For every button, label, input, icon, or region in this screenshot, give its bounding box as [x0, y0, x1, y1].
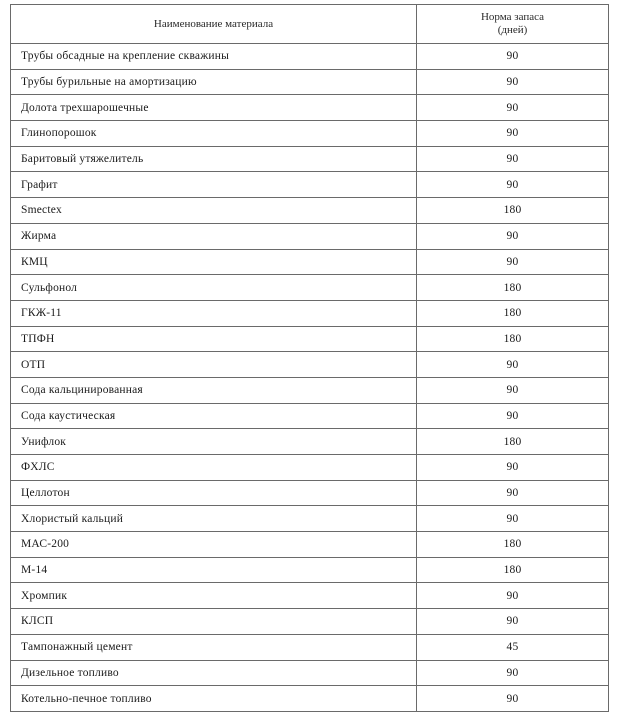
materials-stock-table	[10, 4, 609, 712]
stock-norm-cell: 90	[417, 352, 609, 378]
table-row	[11, 326, 609, 352]
material-name-cell: КЛСП	[11, 609, 417, 635]
table-row	[11, 223, 609, 249]
material-name-cell: Котельно-печное топливо	[11, 686, 417, 712]
stock-norm-cell: 180	[417, 275, 609, 301]
stock-norm-cell: 180	[417, 532, 609, 558]
material-name-cell: Унифлок	[11, 429, 417, 455]
stock-norm-cell: 90	[417, 249, 609, 275]
stock-norm-cell: 90	[417, 403, 609, 429]
stock-norm-cell: 90	[417, 660, 609, 686]
material-name-cell: Трубы обсадные на крепление скважины	[11, 44, 417, 70]
table-row	[11, 634, 609, 660]
header-stock-norm-line1: Норма запаса	[480, 11, 545, 23]
table-body	[11, 44, 609, 712]
material-name-cell: МАС-200	[11, 532, 417, 558]
table-row	[11, 429, 609, 455]
stock-norm-cell: 90	[417, 480, 609, 506]
material-name-cell: Дизельное топливо	[11, 660, 417, 686]
stock-norm-cell: 90	[417, 455, 609, 481]
stock-norm-cell: 90	[417, 95, 609, 121]
material-name-cell: Хлористый кальций	[11, 506, 417, 532]
material-name-cell: ОТП	[11, 352, 417, 378]
table-row	[11, 121, 609, 147]
stock-norm-cell: 90	[417, 377, 609, 403]
table-row	[11, 609, 609, 635]
material-name-cell: Жирма	[11, 223, 417, 249]
stock-norm-cell: 90	[417, 609, 609, 635]
stock-norm-cell: 45	[417, 634, 609, 660]
table-row	[11, 146, 609, 172]
table-row	[11, 403, 609, 429]
material-name-cell: Сульфонол	[11, 275, 417, 301]
table-row	[11, 506, 609, 532]
table-row	[11, 69, 609, 95]
table-row	[11, 583, 609, 609]
table-row	[11, 44, 609, 70]
material-name-cell: Сода каустическая	[11, 403, 417, 429]
material-name-cell: Тампонажный цемент	[11, 634, 417, 660]
stock-norm-cell: 180	[417, 557, 609, 583]
table-row	[11, 172, 609, 198]
table-row	[11, 532, 609, 558]
material-name-cell: Глинопорошок	[11, 121, 417, 147]
stock-norm-cell: 90	[417, 686, 609, 712]
stock-norm-cell: 90	[417, 44, 609, 70]
material-name-cell: Баритовый утяжелитель	[11, 146, 417, 172]
material-name-cell: Трубы бурильные на амортизацию	[11, 69, 417, 95]
stock-norm-cell: 90	[417, 583, 609, 609]
stock-norm-cell: 90	[417, 146, 609, 172]
table-header-row	[11, 5, 609, 44]
table-row	[11, 198, 609, 224]
table-row	[11, 95, 609, 121]
material-name-cell: Сода кальцинированная	[11, 377, 417, 403]
table-row	[11, 249, 609, 275]
stock-norm-cell: 90	[417, 223, 609, 249]
header-stock-norm	[417, 5, 609, 44]
table-row	[11, 660, 609, 686]
stock-norm-cell: 90	[417, 121, 609, 147]
material-name-cell: М-14	[11, 557, 417, 583]
table-row	[11, 686, 609, 712]
material-name-cell: ТПФН	[11, 326, 417, 352]
table-row	[11, 455, 609, 481]
material-name-cell: Smectex	[11, 198, 417, 224]
stock-norm-cell: 90	[417, 506, 609, 532]
stock-norm-cell: 180	[417, 198, 609, 224]
material-name-cell: ГКЖ-11	[11, 300, 417, 326]
table-row	[11, 480, 609, 506]
stock-norm-cell: 180	[417, 429, 609, 455]
table-row	[11, 300, 609, 326]
stock-norm-cell: 180	[417, 326, 609, 352]
table-row	[11, 275, 609, 301]
material-name-cell: Хромпик	[11, 583, 417, 609]
header-stock-norm-line2: (дней)	[497, 24, 528, 36]
table-row	[11, 377, 609, 403]
table-row	[11, 352, 609, 378]
stock-norm-cell: 180	[417, 300, 609, 326]
header-material-name: Наименование материала	[11, 5, 417, 44]
table-row	[11, 557, 609, 583]
material-name-cell: КМЦ	[11, 249, 417, 275]
stock-norm-cell: 90	[417, 69, 609, 95]
material-name-cell: Графит	[11, 172, 417, 198]
material-name-cell: Долота трехшарошечные	[11, 95, 417, 121]
material-name-cell: Целлотон	[11, 480, 417, 506]
material-name-cell: ФХЛС	[11, 455, 417, 481]
stock-norm-cell: 90	[417, 172, 609, 198]
